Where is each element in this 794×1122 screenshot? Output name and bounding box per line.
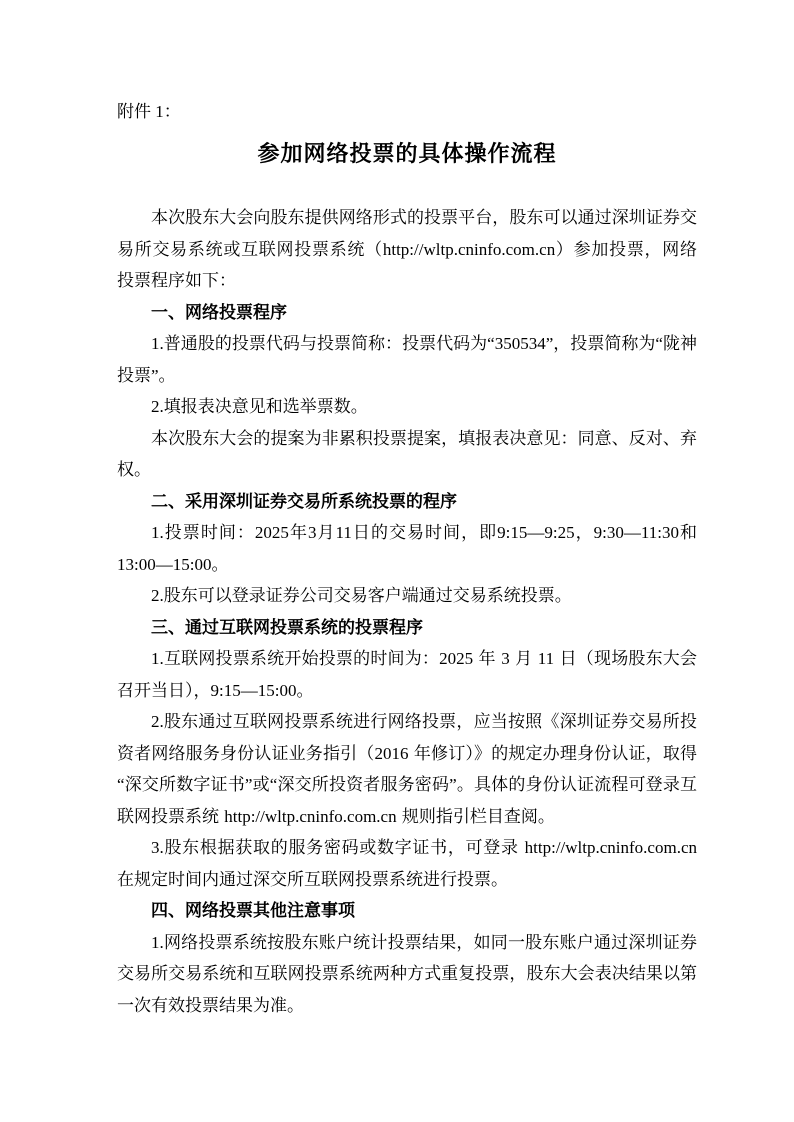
attachment-label: 附件 1： <box>117 102 181 121</box>
intro-paragraph: 本次股东大会向股东提供网络形式的投票平台，股东可以通过深圳证券交易所交易系统或互联网投票系统（http://wltp.cninfo.com.cn）参加投票，网络投票程序如下： <box>117 208 697 290</box>
paragraph: 2.股东通过互联网投票系统进行网络投票，应当按照《深圳证券交易所投资者网络服务身份认证业务指引（2016 年修订）》的规定办理身份认证，取得“深交所数字证书”或“深交所投资者服务密码”。具体的身份认证流程可登录互联网投票系统 http://wltp.cninfo.com.cn 规则指引栏目查阅。 <box>117 712 697 826</box>
paragraph: 本次股东大会的提案为非累积投票提案，填报表决意见：同意、反对、弃权。 <box>117 428 697 479</box>
section-heading-3: 三、通过互联网投票系统的投票程序 <box>151 617 423 637</box>
section-heading-4: 四、网络投票其他注意事项 <box>151 901 355 920</box>
section-heading-2: 二、采用深圳证券交易所系统投票的程序 <box>151 491 457 511</box>
section-heading-1: 一、网络投票程序 <box>151 302 287 322</box>
document-body <box>117 202 697 1021</box>
paragraph: 2.股东可以登录证券公司交易客户端通过交易系统投票。 <box>151 586 572 605</box>
paragraph: 2.填报表决意见和选举票数。 <box>151 397 368 416</box>
paragraph: 1.普通股的投票代码与投票简称：投票代码为“350534”，投票简称为“陇神投票”。 <box>117 334 697 385</box>
paragraph: 1.互联网投票系统开始投票的时间为：2025 年 3 月 11 日（现场股东大会召开当日），9:15—15:00。 <box>117 649 697 700</box>
page-title: 参加网络投票的具体操作流程 <box>257 141 557 166</box>
paragraph: 3.股东根据获取的服务密码或数字证书，可登录 http://wltp.cninfo.com.cn 在规定时间内通过深交所互联网投票系统进行投票。 <box>117 838 697 889</box>
paragraph: 1.投票时间：2025年3月11日的交易时间，即9:15—9:25，9:30—11:30和13:00—15:00。 <box>117 523 697 574</box>
paragraph: 1.网络投票系统按股东账户统计投票结果，如同一股东账户通过深圳证券交易所交易系统和互联网投票系统两种方式重复投票，股东大会表决结果以第一次有效投票结果为准。 <box>117 932 697 1015</box>
